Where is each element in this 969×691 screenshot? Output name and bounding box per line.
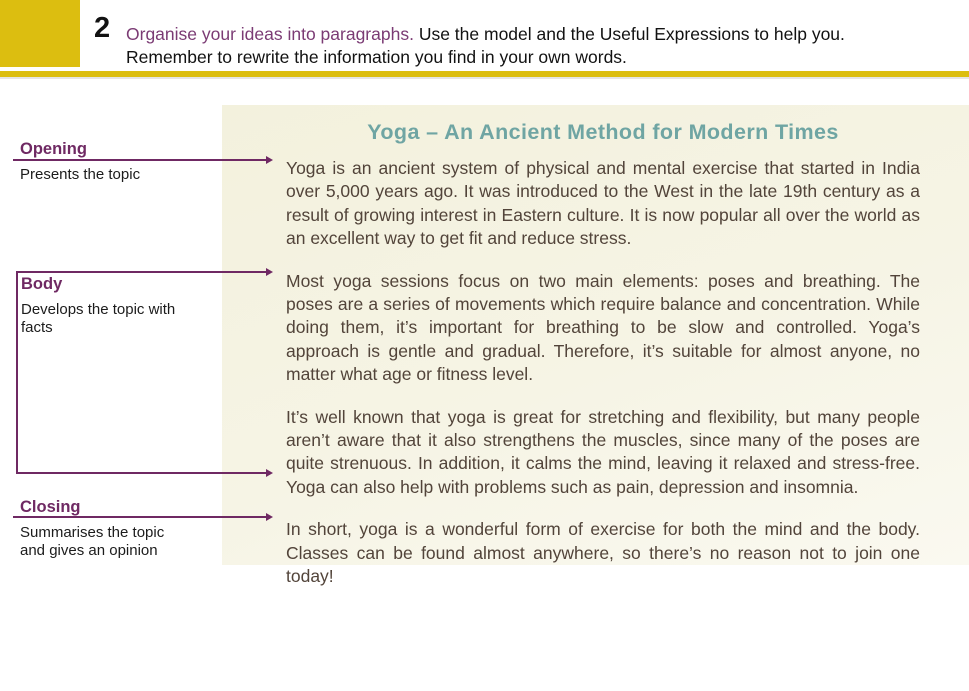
- essay-title: Yoga – An Ancient Method for Modern Times: [367, 120, 839, 144]
- essay-paragraph-body-1: Most yoga sessions focus on two main elements: poses and breathing. The poses are a series of movements which require balance and concentration. While doing them, it’s important for breathing to be slow and controlled. Yoga’s approach is gentle and gradual. Therefore, it’s suitable for almost anyone, no matter what age or fitness level.: [286, 270, 920, 385]
- essay-paragraph-body-2: It’s well known that yoga is great for stretching and flexibility, but many people aren’t aware that it also strengthens the muscles, since many of the poses are quite strenuous. In addition, it calms the mind, leaving it relaxed and stress-free. Yoga can also help with problems such as pain, depression and insomnia.: [286, 406, 920, 497]
- annotation-opening: [20, 140, 210, 184]
- annotation-closing: [20, 498, 185, 560]
- gold-corner-block: [0, 0, 80, 67]
- annotation-opening-label: Opening: [20, 140, 87, 158]
- annotation-opening-description: Presents the topic: [20, 166, 141, 183]
- exercise-number: 2: [94, 12, 111, 44]
- annotation-body-description: Develops the topic with facts: [21, 301, 176, 336]
- opening-arrow: [13, 159, 266, 161]
- annotation-closing-label: Closing: [20, 498, 81, 516]
- model-text-panel: [222, 105, 969, 587]
- essay-paragraph-closing: In short, yoga is a wonderful form of exercise for both the mind and the body. Classes can be found almost anywhere, so there’s no reason not to join one today!: [286, 519, 920, 587]
- annotation-closing-description: Summarises the topic and gives an opinion: [20, 524, 165, 559]
- instruction-rest: Use the model and the Useful Expressions to help you.: [418, 24, 845, 44]
- exercise-instruction: [126, 23, 906, 69]
- essay-paragraph-opening: Yoga is an ancient system of physical and mental exercise that started in India over 5,000 years ago. It was introduced to the West in the late 19th century as a result of growing interest in Eastern culture. It is now popular all over the world as an excellent way to get fit and reduce stress.: [286, 158, 920, 249]
- instruction-lead: Organise your ideas into paragraphs.: [126, 24, 414, 44]
- annotation-body: [21, 275, 196, 337]
- gold-divider-bar: [0, 71, 969, 77]
- annotation-body-label: Body: [21, 275, 63, 293]
- instruction-line2: Remember to rewrite the information you find in your own words.: [126, 47, 627, 67]
- closing-arrow: [13, 516, 266, 518]
